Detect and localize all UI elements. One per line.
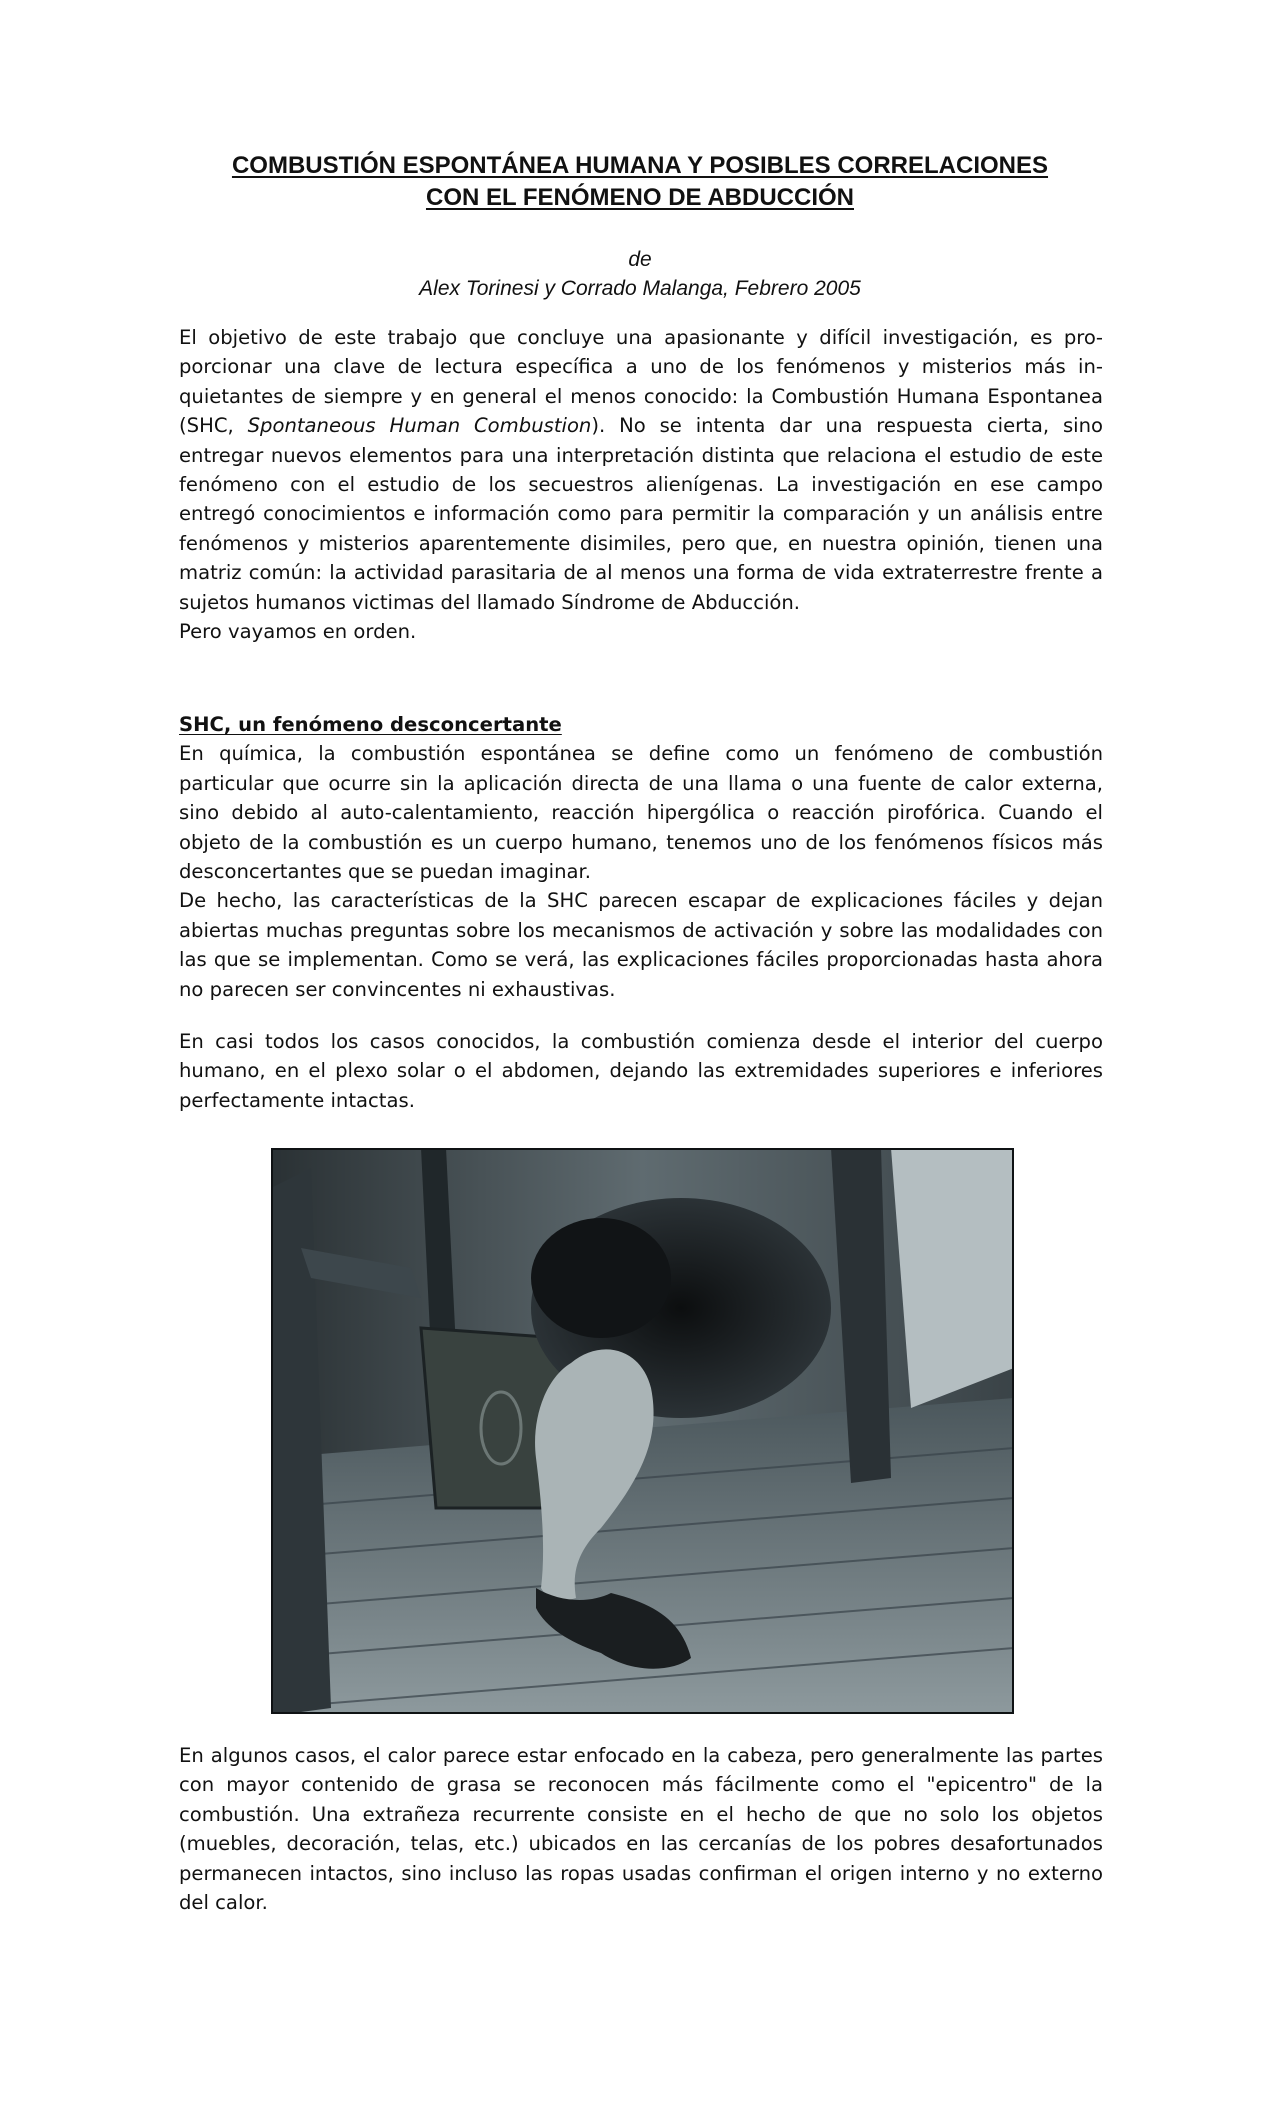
byline-de: de — [628, 248, 652, 271]
byline — [180, 245, 1100, 303]
section-paragraph-3: En casi todos los casos conocidos, la combustión comienza desde el interior del cuerpo humano, en el plexo solar o el abdomen, dejando las extremidades superiores e inferiores perfectamente intactas. — [179, 1030, 1103, 1112]
intro-paragraph — [179, 323, 1103, 617]
intro-italic-term: Spontaneous Human Combustion — [247, 414, 592, 438]
intro-text-end: ). No se intenta dar una respuesta cierta, sino entregar nuevos elementos para una interpretación distinta que relaciona el estudio de este fenómeno con el estudio de los secuestros alienígenas. La investigación en ese campo entregó conocimientos e información como para permitir la comparación y un análisis entre fenómenos y misterios aparentemente disimiles, pero que, en nuestra opinión, tienen una matriz común: la actividad parasitaria de al menos una forma de vida extraterrestre frente a sujetos humanos victimas del llamado Síndrome de Abducción. — [179, 414, 1104, 614]
section-paragraph-1: En química, la combustión espontánea se define como un fenómeno de combustión particular que ocurre sin la aplicación directa de una llama o una fuente de calor externa, sino debido al auto-calentamiento, reacción hipergólica o reacción pirofórica. Cuando el objeto de la combustión es un cuerpo humano, tenemos uno de los fenómenos físicos más desconcertantes que se puedan imaginar. — [179, 742, 1103, 884]
section-paragraph-2: De hecho, las características de la SHC parecen escapar de explicaciones fáciles y dejan abiertas muchas preguntas sobre los mecanismos de activación y sobre las modalidades con las que se implementan. Como se verá, las explicaciones fáciles proporcionadas hasta ahora no parecen ser convincentes ni exhaustivas. — [179, 889, 1103, 1001]
section-shc — [179, 710, 1103, 1004]
section-paragraph-4: En algunos casos, el calor parece estar enfocado en la cabeza, pero generalmente las partes con mayor contenido de grasa se reconocen más fácilmente como el "epicentro" de la combustión. Una extrañeza recurrente consiste en el hecho de que no solo los objetos (muebles, decoración, telas, etc.) ubicados en las cercanías de los pobres desafortunados permanecen intactos, sino incluso las ropas usadas confirman el origen interno y no externo del calor. — [179, 1744, 1103, 1915]
section-paragraph-3-block — [179, 1027, 1103, 1115]
document-title — [180, 150, 1100, 214]
title-line-2: CON EL FENÓMENO DE ABDUCCIÓN — [425, 184, 854, 211]
byline-authors: Alex Torinesi y Corrado Malanga, Febrero 2005 — [419, 277, 861, 300]
photo-illustration — [271, 1148, 1014, 1714]
paper-debris — [891, 1148, 1014, 1408]
burned-remains-upper — [531, 1218, 671, 1338]
intro-section — [179, 323, 1103, 646]
intro-closing: Pero vayamos en orden. — [179, 620, 417, 644]
shc-photograph — [271, 1148, 1014, 1714]
intro-text-start: El objetivo de este trabajo que concluye una apasionante y difícil investigación, es proporcionar una clave de lectura específica a uno de los fenómenos y misterios más inquietantes de siempre y en general el menos conocido: la Combustión Humana Espontanea (SHC, — [179, 326, 1103, 438]
title-line-1: COMBUSTIÓN ESPONTÁNEA HUMANA Y POSIBLES CORRELACIONES — [231, 152, 1049, 179]
section-paragraph-4-block — [179, 1741, 1103, 1917]
section-heading: SHC, un fenómeno desconcertante — [179, 713, 562, 736]
